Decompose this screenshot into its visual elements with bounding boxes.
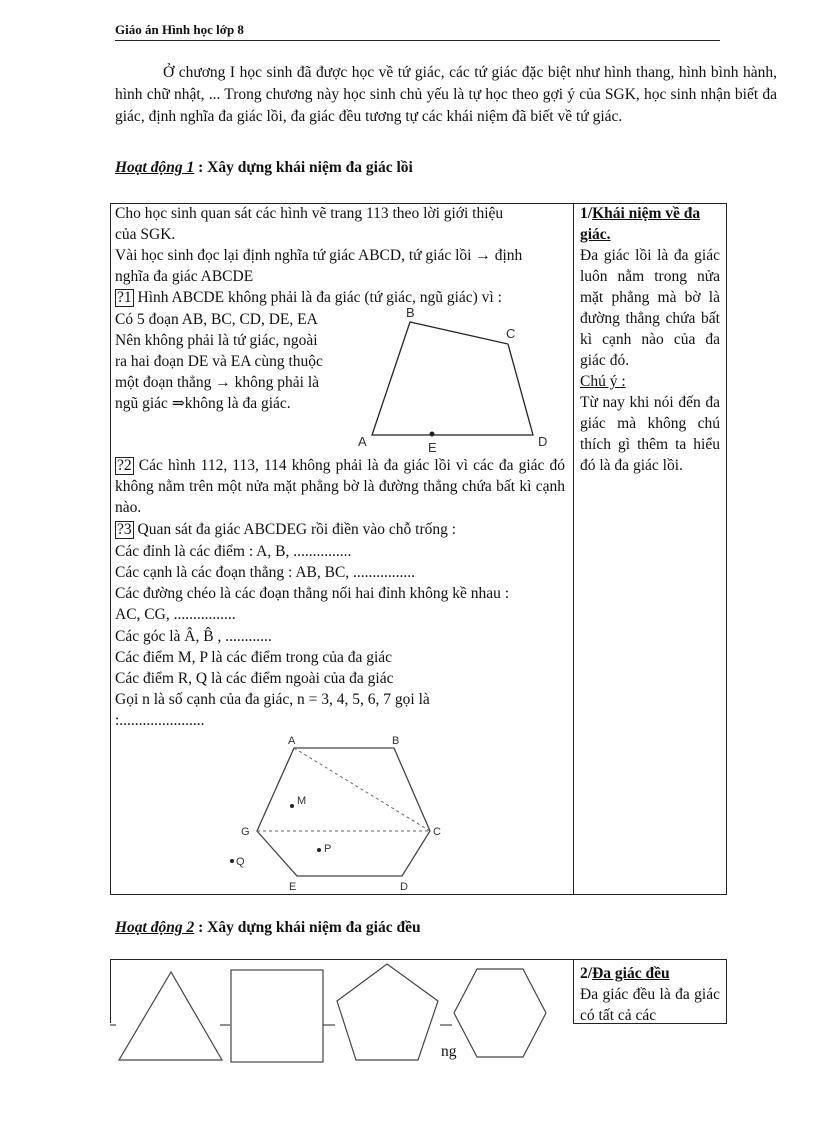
text-line: Cho học sinh quan sát các hình vẽ trang 113 theo lời giới thiệu: [115, 205, 504, 222]
figure-abcdeg: [222, 728, 452, 893]
label-b: B: [392, 735, 400, 747]
table-divider: [573, 203, 574, 895]
question-3-box: ?3: [117, 521, 132, 538]
intro-text: Ở chương I học sinh đã được học về tứ giác, các tứ giác đặc biệt như hình thang, hình bình hành, hình chữ nhật, ... Trong chương này học sinh chủ yếu là tự học theo gợi ý của SGK, học sinh nhận biết đa giác, định nghĩa đa giác lồi, đa giác đều tương tự các khái niệm đã biết về tứ giác.: [115, 64, 777, 125]
label-d: D: [538, 434, 548, 449]
regular-polygon-title: [580, 963, 720, 984]
activity-2-label: Hoạt động 2: [115, 919, 195, 936]
fill-line: Các đường chéo là các đoạn thẳng nối hai đỉnh không kề nhau :: [115, 585, 510, 602]
activity-1-title: : Xây dựng khái niệm đa giác lồi: [198, 159, 413, 176]
activity-2-table: [110, 959, 727, 960]
note-label: Chú ý :: [580, 373, 626, 390]
label-b: B: [406, 305, 415, 320]
text-line: ra hai đoạn DE và EA cùng thuộc: [115, 353, 323, 370]
label-e: E: [289, 881, 297, 893]
text-line: ngũ giác ⇒không là đa giác.: [115, 395, 291, 412]
point-m: [290, 804, 294, 808]
activity-1-heading: [115, 159, 413, 177]
label-g: G: [241, 826, 250, 838]
partial-text: ng: [441, 1043, 457, 1060]
fill-line: Các điểm R, Q là các điểm ngoài của đa giác: [115, 670, 394, 687]
intro-paragraph: [115, 62, 777, 128]
question-3: [115, 519, 456, 540]
label-a: A: [358, 434, 367, 449]
text-line: Nên không phải là tứ giác, ngoài: [115, 332, 318, 349]
regular-polygon-title-text: Đa giác đều: [592, 965, 670, 982]
fill-line: Các cạnh là các đoạn thẳng : AB, BC, ................: [115, 564, 416, 581]
fill-line: Gọi n là số cạnh của đa giác, n = 3, 4, 5, 6, 7 gọi là: [115, 691, 430, 708]
concept-column: [580, 203, 720, 476]
text-line: một đoạn thẳng → không phải là: [115, 374, 320, 391]
label-m: M: [297, 795, 307, 807]
label-c: C: [433, 826, 441, 838]
fill-line: Các đỉnh là các điểm : A, B, ...............: [115, 543, 352, 560]
concept-number: 1/: [580, 205, 593, 222]
regular-polygons-figure: [110, 962, 560, 1067]
regular-polygon-definition: Đa giác đều là đa giác có tất cả các: [580, 986, 720, 1024]
table-right-border: [726, 959, 727, 1023]
label-a: A: [288, 735, 296, 747]
fill-line: Các điểm M, P là các điểm trong của đa giác: [115, 649, 393, 666]
text-line: Có 5 đoạn AB, BC, CD, DE, EA: [115, 311, 318, 328]
label-p: P: [324, 843, 332, 855]
concept-definition: Đa giác lồi là đa giác luôn nằm trong nửa mặt phẳng mà bờ là đường thẳng chứa bất kì cạnh nào của đa giác đó.: [580, 247, 720, 369]
concept-title: [580, 203, 720, 245]
equilateral-triangle: [119, 972, 222, 1060]
regular-polygon-column: [580, 963, 720, 1026]
table-divider: [573, 959, 574, 1023]
fill-line: :......................: [115, 712, 205, 729]
question-1-box: ?1: [117, 289, 132, 306]
text-line: nghĩa đa giác ABCDE: [115, 268, 254, 285]
question-2-text: Các hình 112, 113, 114 không phải là đa giác lồi vì các đa giác đó không nằm trên một nửa mặt phẳng bờ là đường thẳng chứa bất kì cạnh nào.: [115, 457, 565, 516]
question-2: [115, 455, 565, 518]
label-q: Q: [236, 856, 245, 868]
regular-pentagon: [337, 964, 438, 1060]
point-p: [317, 848, 321, 852]
text-line: Vài học sinh đọc lại định nghĩa tứ giác ABCD, tứ giác lồi → định: [115, 247, 523, 264]
figure-abcde: [350, 300, 570, 455]
note-text: Từ nay khi nói đến đa giác mà không chú thích gì thêm ta hiểu đó là đa giác lồi.: [580, 394, 720, 474]
square: [231, 970, 323, 1062]
page-header: Giáo án Hình học lớp 8: [115, 22, 720, 41]
point-q: [230, 859, 234, 863]
question-2-box: ?2: [117, 457, 132, 474]
diagonal-ac: [294, 748, 430, 831]
fill-line: Các góc là Â, B̂ , ............: [115, 628, 272, 645]
text-line: của SGK.: [115, 226, 176, 243]
concept-title-text: Khái niệm về đa giác.: [580, 205, 701, 243]
question-3-text: Quan sát đa giác ABCDEG rồi điền vào chỗ trống :: [133, 521, 457, 538]
label-e: E: [428, 440, 437, 455]
question-1-text: Hình ABCDE không phải là đa giác (tứ giác, ngũ giác) vì :: [133, 289, 502, 306]
regular-hexagon: [454, 969, 546, 1057]
activity-2-heading: [115, 919, 421, 937]
label-d: D: [400, 881, 408, 893]
point-e: [430, 432, 435, 437]
activity-1-label: Hoạt động 1: [115, 159, 195, 176]
activity-2-title: : Xây dựng khái niệm đa giác đều: [198, 919, 421, 936]
hexagon-shape: [257, 748, 430, 876]
regular-polygon-number: 2/: [580, 965, 593, 982]
label-c: C: [506, 326, 516, 341]
fill-line: AC, CG, ................: [115, 606, 236, 623]
